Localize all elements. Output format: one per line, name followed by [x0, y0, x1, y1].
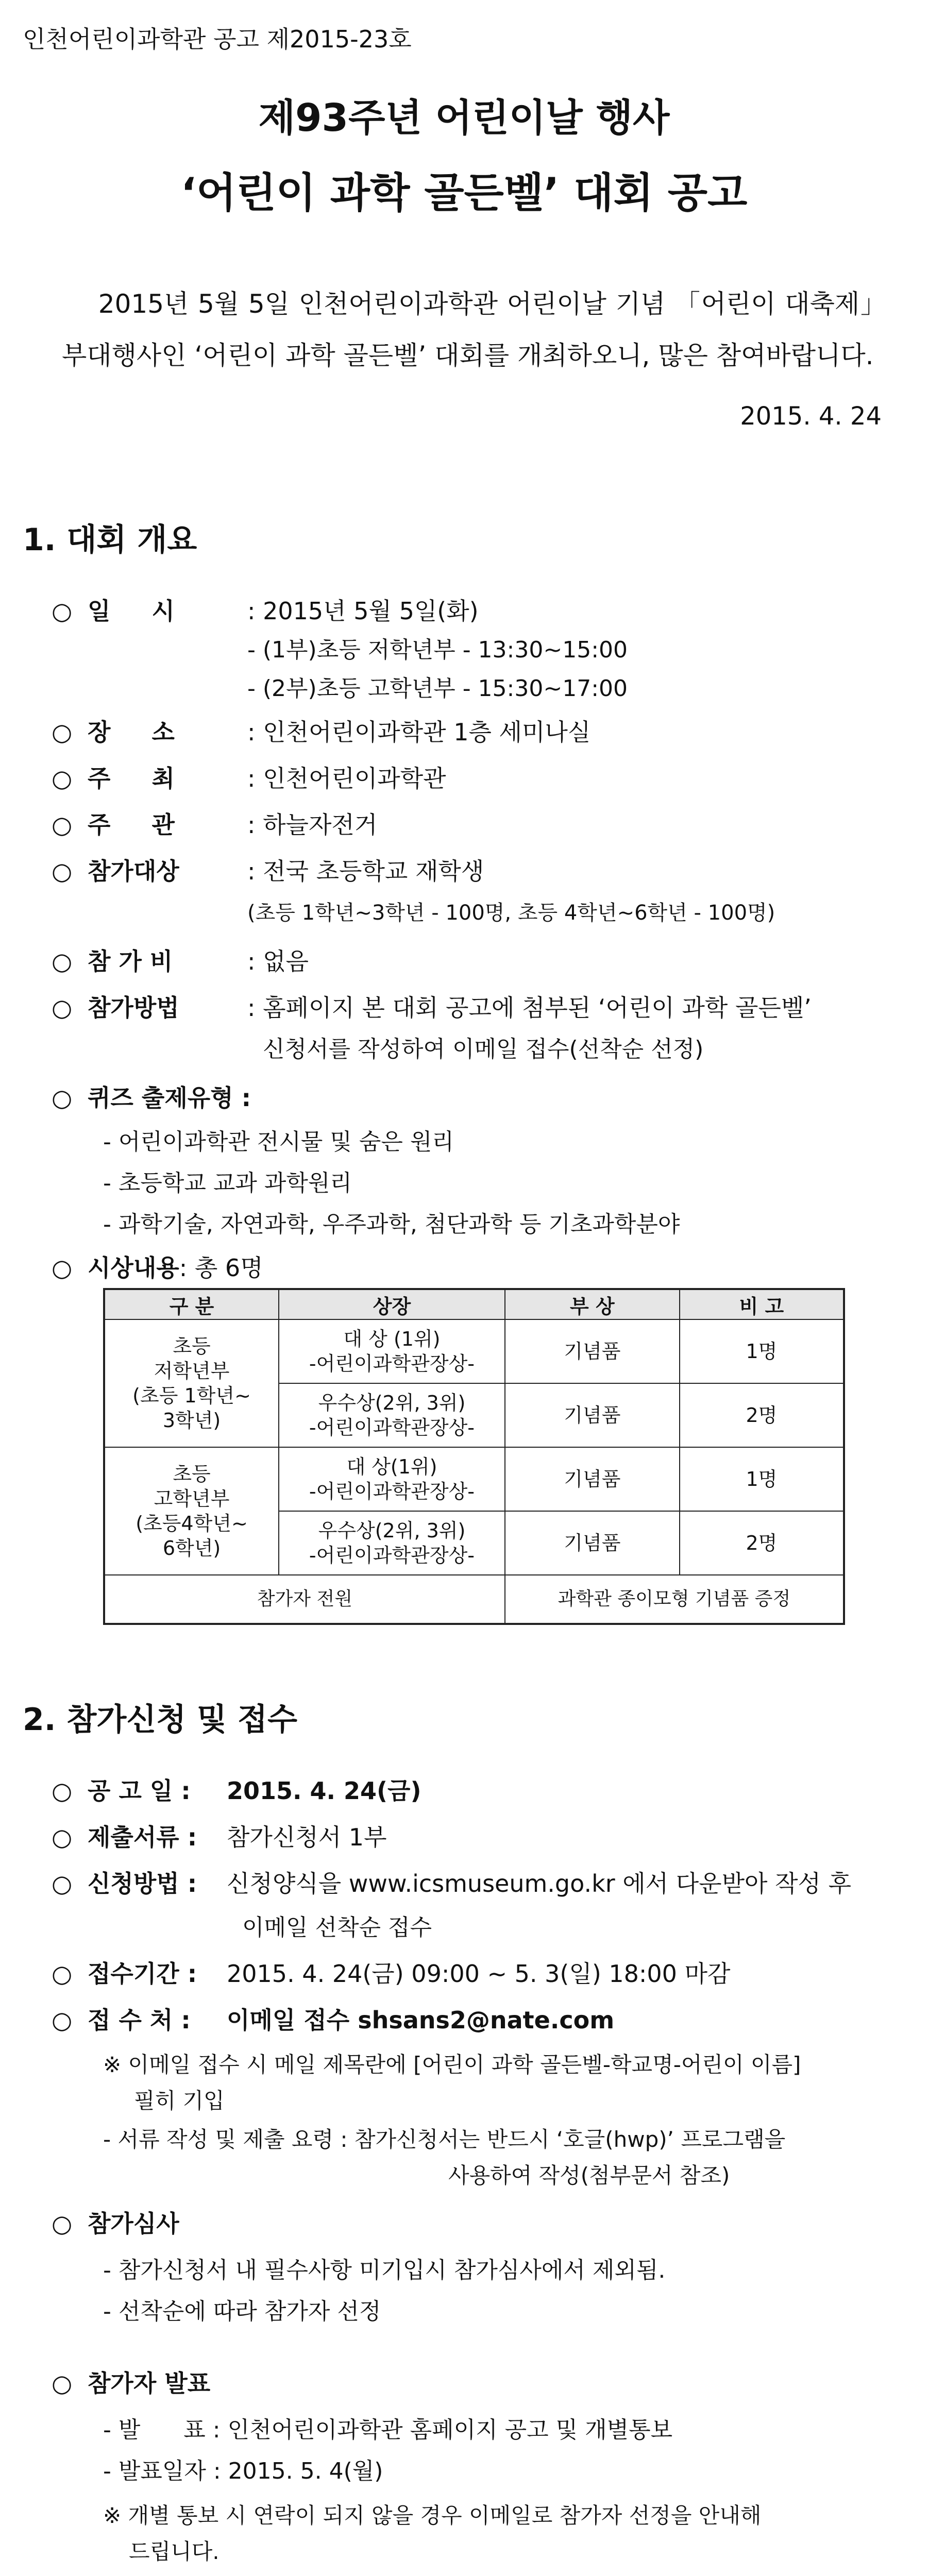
notice-date-row	[52, 1772, 421, 1806]
quiz-row	[52, 1079, 251, 1113]
email-note-2: 필히 기입	[134, 2088, 225, 2113]
notice-number: 인천어린이과학관 공고 제2015-23호	[23, 25, 412, 53]
announce-row	[52, 2365, 210, 2399]
awards-table	[103, 1288, 845, 1625]
docs-value: 참가신청서 1부	[227, 1823, 387, 1851]
form-note-2: 사용하여 작성(첨부문서 참조)	[448, 2163, 730, 2188]
award-prize: 기념품	[505, 1447, 680, 1511]
circle-bullet-icon: ○	[52, 1254, 73, 1282]
fee-row	[52, 943, 309, 977]
apply-value-2: 이메일 선착순 접수	[242, 1914, 432, 1941]
award-prize: 기념품	[505, 1383, 680, 1447]
apply-value-1: 신청양식을 www.icsmuseum.go.kr 에서 다운받아 작성 후	[227, 1870, 852, 1897]
announce-note-2: 드립니다.	[129, 2539, 220, 2564]
circle-bullet-icon: ○	[52, 1960, 73, 1988]
award-count: 2명	[680, 1383, 844, 1447]
notice-date-value: 2015. 4. 24(금)	[227, 1777, 421, 1805]
section2-heading: 2. 참가신청 및 접수	[23, 1702, 297, 1738]
circle-bullet-icon: ○	[52, 718, 73, 746]
all-participants: 참가자 전원	[104, 1575, 505, 1624]
table-row	[104, 1575, 844, 1624]
period-label: 접수기간 :	[88, 1960, 197, 1988]
quiz-item: - 과학기술, 자연과학, 우주과학, 첨단과학 등 기초과학분야	[103, 1211, 680, 1238]
receive-row	[52, 2002, 614, 2036]
form-note-1: - 서류 작성 및 제출 요령 : 참가신청서는 반드시 ‘호글(hwp)’ 프로그램을	[103, 2127, 786, 2152]
circle-bullet-icon: ○	[52, 1777, 73, 1805]
award-name: 우수상(2위, 3위) -어린이과학관장상-	[279, 1511, 505, 1575]
intro-text: 2015년 5월 5일 인천어린이과학관 어린이날 기념 「어린이 대축제」부대행사인 ‘어린이 과학 골든벨’ 대회를 개최하오니, 많은 참여바랍니다.	[62, 289, 886, 370]
docs-label: 제출서류 :	[88, 1823, 197, 1851]
table-row	[104, 1447, 844, 1511]
quiz-label: 퀴즈 출제유형 :	[88, 1084, 251, 1112]
organizer-value: : 하늘자전거	[247, 811, 378, 839]
announce-note-1: ※ 개별 통보 시 연락이 되지 않을 경우 이메일로 참가자 선정을 안내해	[103, 2503, 762, 2528]
apply-row	[52, 1865, 851, 1899]
fee-label: 참 가 비	[88, 947, 173, 975]
docs-row	[52, 1819, 387, 1853]
announce-label: 참가자 발표	[88, 2369, 211, 2397]
table-row	[104, 1319, 844, 1383]
session-2: - (2부)초등 고학년부 - 15:30~17:00	[247, 675, 628, 702]
method-row	[52, 989, 812, 1023]
circle-bullet-icon: ○	[52, 765, 73, 792]
table-header: 부 상	[505, 1289, 680, 1319]
circle-bullet-icon: ○	[52, 2006, 73, 2034]
award-name: 우수상(2위, 3위) -어린이과학관장상-	[279, 1383, 505, 1447]
circle-bullet-icon: ○	[52, 1870, 73, 1897]
host-row	[52, 760, 446, 794]
date-row	[52, 592, 479, 626]
circle-bullet-icon: ○	[52, 811, 73, 839]
circle-bullet-icon: ○	[52, 1084, 73, 1112]
method-label: 참가방법	[88, 994, 179, 1022]
review-item: - 선착순에 따라 참가자 선정	[103, 2298, 381, 2325]
award-prize: 기념품	[505, 1511, 680, 1575]
session-1: - (1부)초등 저학년부 - 13:30~15:00	[247, 637, 628, 663]
place-value: : 인천어린이과학관 1층 세미나실	[247, 718, 591, 746]
host-label: 주 최	[88, 765, 175, 792]
circle-bullet-icon: ○	[52, 857, 73, 885]
table-header: 비 고	[680, 1289, 844, 1319]
table-header: 상장	[279, 1289, 505, 1319]
target-note: (초등 1학년~3학년 - 100명, 초등 4학년~6학년 - 100명)	[247, 901, 775, 925]
all-participants-prize: 과학관 종이모형 기념품 증정	[505, 1575, 844, 1624]
method-value-2: 신청서를 작성하여 이메일 접수(선착순 선정)	[263, 1036, 704, 1062]
notice-date: 2015. 4. 24	[740, 402, 882, 431]
circle-bullet-icon: ○	[52, 1823, 73, 1851]
review-item: - 참가신청서 내 필수사항 미기입시 참가심사에서 제외됨.	[103, 2257, 666, 2283]
receive-label: 접 수 처 :	[88, 2006, 191, 2034]
target-row	[52, 853, 484, 887]
date-value: : 2015년 5월 5일(화)	[247, 597, 479, 625]
fee-value: : 없음	[247, 947, 309, 975]
awards-header-row	[104, 1289, 844, 1319]
circle-bullet-icon: ○	[52, 947, 73, 975]
award-label: 시상내용	[88, 1254, 179, 1282]
method-value-1: : 홈페이지 본 대회 공고에 첨부된 ‘어린이 과학 골든벨’	[247, 994, 812, 1022]
quiz-item: - 어린이과학관 전시물 및 숨은 원리	[103, 1129, 454, 1155]
award-prize: 기념품	[505, 1319, 680, 1383]
circle-bullet-icon: ○	[52, 2210, 73, 2238]
award-name: 대 상 (1위) -어린이과학관장상-	[279, 1319, 505, 1383]
receive-value: 이메일 접수 shsans2@nate.com	[227, 2006, 615, 2034]
circle-bullet-icon: ○	[52, 994, 73, 1022]
review-row	[52, 2205, 179, 2239]
target-label: 참가대상	[88, 857, 179, 885]
table-header: 구 분	[104, 1289, 279, 1319]
award-value: : 총 6명	[179, 1254, 263, 1282]
quiz-item: - 초등학교 교과 과학원리	[103, 1170, 352, 1196]
award-row	[52, 1249, 263, 1283]
award-count: 2명	[680, 1511, 844, 1575]
title-line-1: 제93주년 어린이날 행사	[258, 96, 670, 140]
review-label: 참가심사	[88, 2210, 179, 2238]
organizer-label: 주 관	[88, 811, 175, 839]
period-row	[52, 1955, 730, 1989]
title-line-2: ‘어린이 과학 골든벨’ 대회 공고	[180, 169, 748, 217]
circle-bullet-icon: ○	[52, 2369, 73, 2397]
place-label: 장 소	[88, 718, 175, 746]
award-count: 1명	[680, 1319, 844, 1383]
group-junior: 초등 저학년부 (초등 1학년~ 3학년)	[104, 1319, 279, 1447]
target-value: : 전국 초등학교 재학생	[247, 857, 484, 885]
notice-date-label: 공 고 일 :	[88, 1777, 191, 1805]
place-row	[52, 714, 590, 748]
award-name: 대 상(1위) -어린이과학관장상-	[279, 1447, 505, 1511]
award-count: 1명	[680, 1447, 844, 1511]
announce-item: - 발표일자 : 2015. 5. 4(월)	[103, 2458, 383, 2484]
period-value: 2015. 4. 24(금) 09:00 ~ 5. 3(일) 18:00 마감	[227, 1960, 731, 1988]
announce-item: - 발 표 : 인천어린이과학관 홈페이지 공고 및 개별통보	[103, 2417, 673, 2443]
organizer-row	[52, 806, 377, 840]
host-value: : 인천어린이과학관	[247, 765, 446, 792]
email-note-1: ※ 이메일 접수 시 메일 제목란에 [어린이 과학 골든벨-학교명-어린이 이름]	[103, 2052, 801, 2077]
intro-paragraph	[62, 278, 886, 381]
circle-bullet-icon: ○	[52, 597, 73, 625]
group-senior: 초등 고학년부 (초등4학년~ 6학년)	[104, 1447, 279, 1575]
section1-heading: 1. 대회 개요	[23, 522, 197, 558]
apply-label: 신청방법 :	[88, 1870, 197, 1897]
date-label: 일 시	[88, 597, 175, 625]
